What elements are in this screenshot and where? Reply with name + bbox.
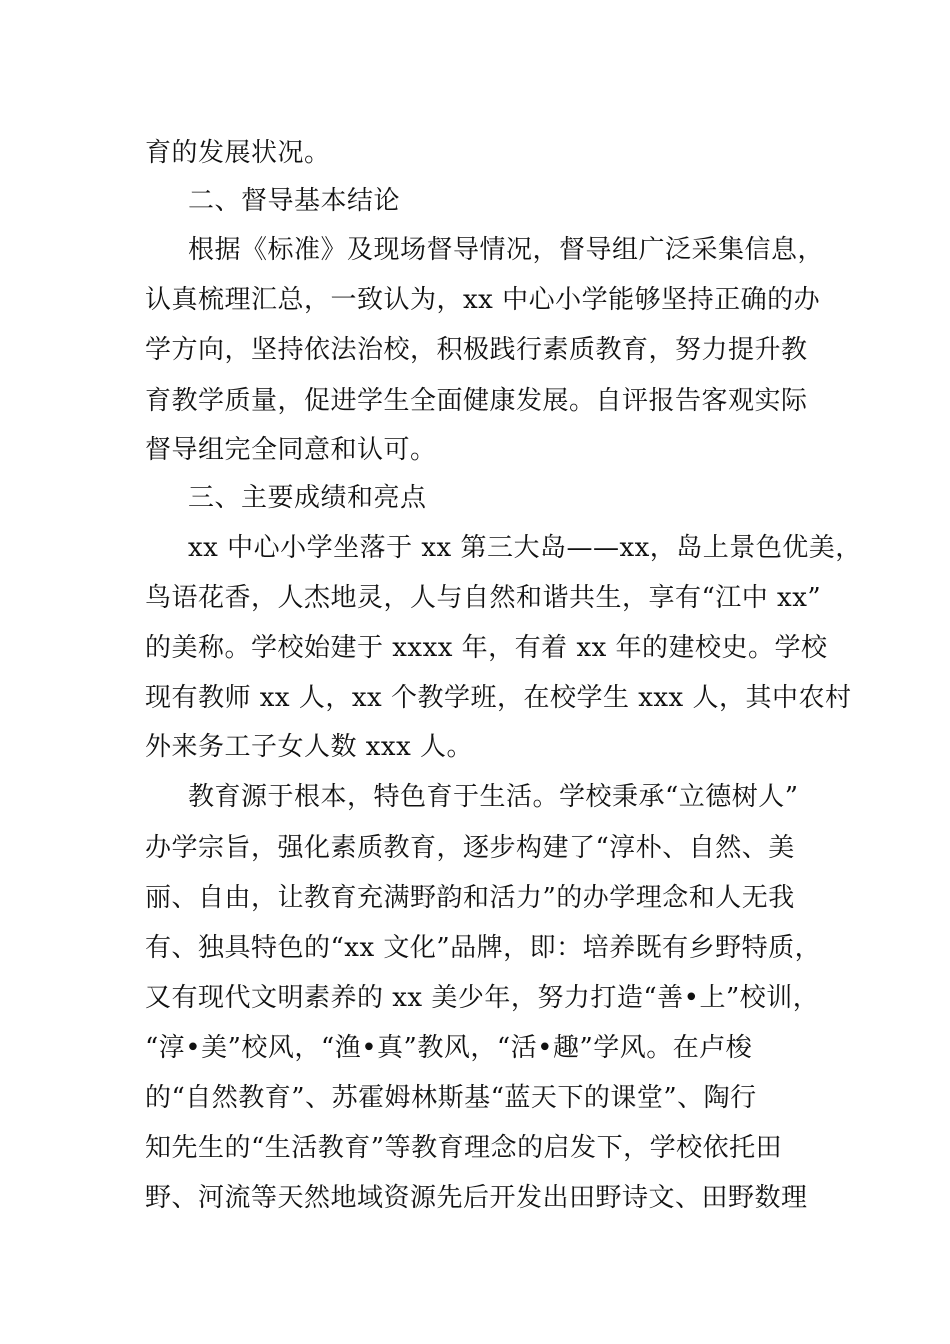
- paragraph-start: xx 中心小学坐落于 xx 第三大岛——xx，岛上景色优美，: [188, 533, 862, 563]
- text-line: 督导组完全同意和认可。: [145, 435, 437, 465]
- text-line: 的美称。学校始建于 xxxx 年，有着 xx 年的建校史。学校: [145, 633, 828, 663]
- text-line: 知先生的“生活教育”等教育理念的启发下，学校依托田: [145, 1133, 783, 1163]
- text-line: 现有教师 xx 人，xx 个教学班，在校学生 xxx 人，其中农村: [145, 683, 852, 713]
- text-line: 的“自然教育”、苏霍姆林斯基“蓝天下的课堂”、陶行: [145, 1083, 757, 1113]
- section-heading: 三、主要成绩和亮点: [188, 483, 427, 513]
- text-line: 丽、自由，让教育充满野韵和活力”的办学理念和人无我: [145, 883, 795, 913]
- text-line: “淳•美”校风，“渔•真”教风，“活•趣”学风。在卢梭: [145, 1033, 753, 1063]
- text-line: 学方向，坚持依法治校，积极践行素质教育，努力提升教: [145, 335, 808, 365]
- text-line: 认真梳理汇总，一致认为，xx 中心小学能够坚持正确的办: [145, 285, 821, 315]
- section-heading: 二、督导基本结论: [188, 186, 401, 216]
- text-line: 外来务工子女人数 xxx 人。: [145, 732, 474, 762]
- paragraph-start: 教育源于根本，特色育于生活。学校秉承“立德树人”: [188, 782, 799, 812]
- text-line: 鸟语花香，人杰地灵，人与自然和谐共生，享有“江中 xx”: [145, 583, 822, 613]
- text-line: 育教学质量，促进学生全面健康发展。自评报告客观实际: [145, 386, 808, 416]
- paragraph-start: 根据《标准》及现场督导情况，督导组广泛采集信息，: [188, 235, 825, 265]
- text-line: 又有现代文明素养的 xx 美少年，努力打造“善•上”校训，: [145, 983, 820, 1013]
- text-line: 办学宗旨，强化素质教育，逐步构建了“淳朴、自然、美: [145, 833, 795, 863]
- text-line: 有、独具特色的“xx 文化”品牌，即：培养既有乡野特质，: [145, 933, 822, 963]
- text-line: 野、河流等天然地域资源先后开发出田野诗文、田野数理: [145, 1183, 808, 1213]
- text-line: 育的发展状况。: [145, 138, 331, 168]
